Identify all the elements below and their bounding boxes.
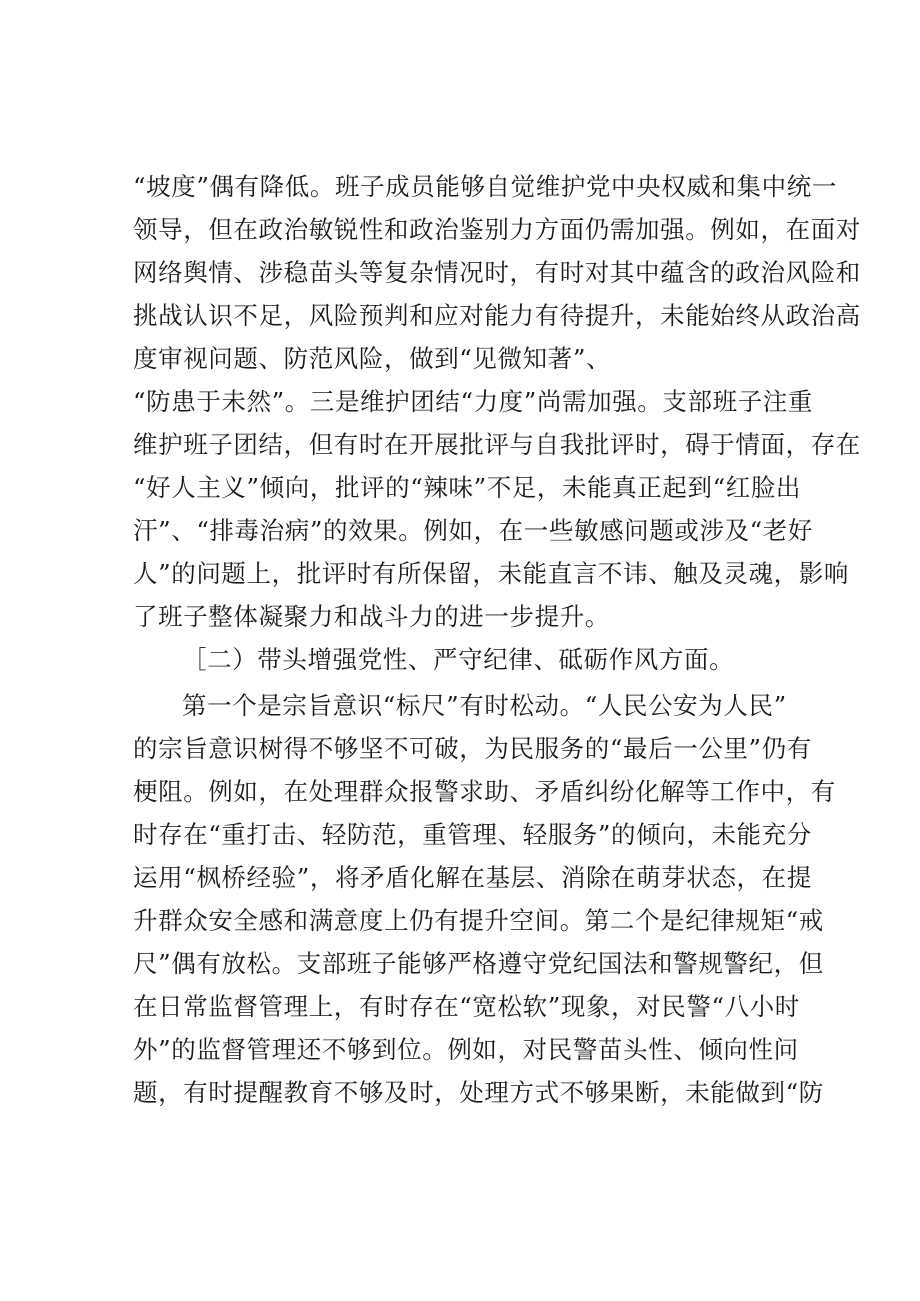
text-line-5: 度审视问题、防范风险，做到“见微知著”、	[133, 344, 612, 373]
text-line-21: 外”的监督管理还不够到位。例如，对民警苗头性、倾向性问	[133, 1035, 799, 1064]
text-line-20: 在日常监督管理上，有时存在“宽松软”现象，对民警“八小时	[133, 992, 800, 1021]
paragraph-first-line: 第一个是宗旨意识“标尺”有时松动。“人民公安为人民”	[182, 691, 787, 720]
text-line-1: “坡度”偶有降低。班子成员能够自觉维护党中央权威和集中统一	[133, 172, 837, 201]
text-line-11: 了班子整体凝聚力和战斗力的进一步提升。	[133, 602, 610, 631]
text-line-8: “好人主义”倾向，批评的“辣味”不足，未能真正起到“红脸出	[133, 473, 802, 502]
section-heading: ［二）带头增强党性、严守纪律、砥砺作风方面。	[182, 645, 735, 674]
text-line-15: 梗阻。例如，在处理群众报警求助、矛盾纠纷化解等工作中，有	[133, 777, 836, 806]
text-line-3: 网络舆情、涉稳苗头等复杂情况时，有时对其中蕴含的政治风险和	[133, 258, 861, 287]
text-line-2: 领导，但在政治敏锐性和政治鉴别力方面仍需加强。例如，在面对	[133, 215, 861, 244]
text-line-19: 尺”偶有放松。支部班子能够严格遵守党纪国法和警规警纪，但	[133, 949, 824, 978]
text-line-16: 时存在“重打击、轻防范，重管理、轻服务”的倾向，未能充分	[133, 820, 812, 849]
text-line-14: 的宗旨意识树得不够坚不可破，为民服务的“最后一公里”仍有	[133, 734, 812, 763]
text-line-10: 人”的问题上，批评时有所保留，未能直言不讳、触及灵魂，影响	[133, 559, 849, 588]
text-line-4: 挑战认识不足，风险预判和应对能力有待提升，未能始终从政治高	[133, 301, 861, 330]
text-line-9: 汗”、“排毒治病”的效果。例如，在一些敏感问题或涉及“老好	[133, 516, 813, 545]
text-line-18: 升群众安全感和满意度上仍有提升空间。第二个是纪律规矩“戒	[133, 906, 824, 935]
text-line-22: 题，有时提醒教育不够及时，处理方式不够果断，未能做到“防	[133, 1078, 824, 1107]
text-line-6: “防患于未然”。三是维护团结“力度”尚需加强。支部班子注重	[133, 387, 813, 416]
text-line-17: 运用“枫桥经验”，将矛盾化解在基层、消除在萌芽状态，在提	[133, 863, 812, 892]
text-line-7: 维护班子团结，但有时在开展批评与自我批评时，碍于情面，存在	[133, 430, 861, 459]
